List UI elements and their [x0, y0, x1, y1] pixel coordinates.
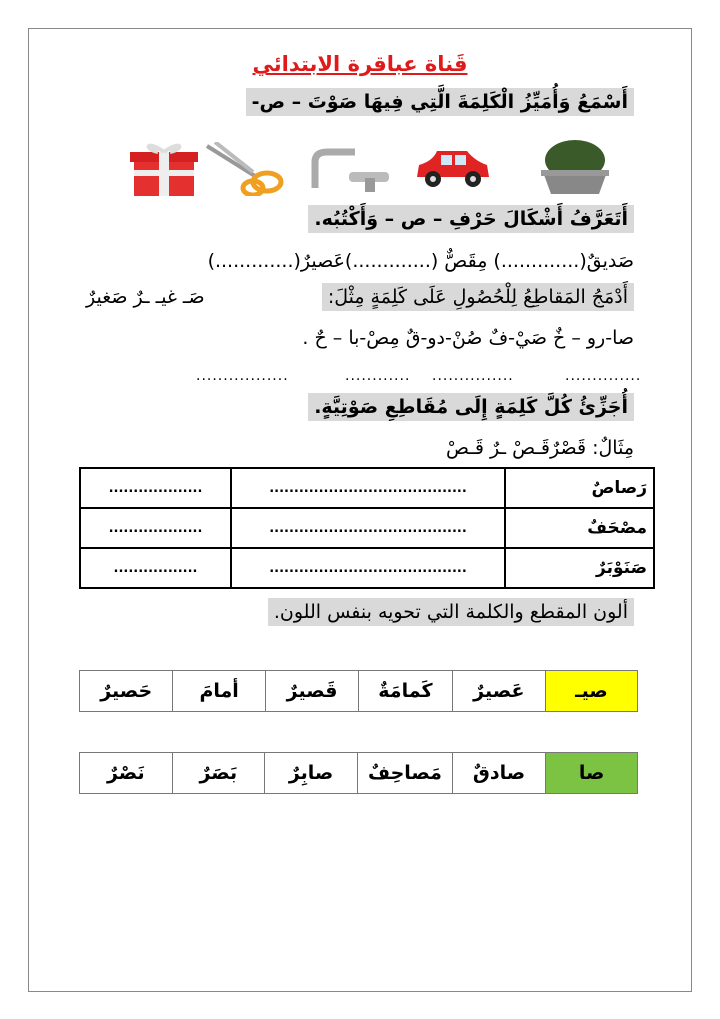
table-row [80, 468, 654, 508]
cactus-icon [533, 138, 617, 196]
table-row [80, 508, 654, 548]
syllable-cell[interactable]: صا [546, 753, 638, 794]
word-cell: مصْحَفٌ [505, 508, 654, 548]
answer-cell[interactable]: ................... [80, 508, 231, 548]
section5-heading: ألون المقطع والكلمة التي تحويه بنفس اللون. [268, 598, 634, 626]
answer-blank-4[interactable]: ................. [196, 368, 289, 384]
answer-cell[interactable]: ........................................ [231, 468, 505, 508]
word-cell[interactable]: بَصَرٌ [172, 753, 265, 794]
faucet-icon [305, 148, 397, 194]
syllable-cell[interactable]: صيـ [545, 671, 637, 712]
section4-heading: أُجَزِّئُ كُلَّ كَلِمَةٍ إِلَى مُقَاطِعِ صَوْتِيَّةٍ. [308, 393, 634, 421]
split-example: مِثَالٌ: قَصْرٌقَـصْ ـرٌ قَـصْ [446, 437, 634, 459]
syllable-split-table [79, 467, 655, 589]
section3-heading: أَدْمَجُ المَقاطِعُ لِلْحُصُولِ عَلَى كَلِمَةٍ مِثْلَ: [322, 283, 634, 311]
merge-example: صَـ غيـ ـرٌ صَغيرٌ [86, 286, 205, 308]
answer-cell[interactable]: ........................................ [231, 508, 505, 548]
answer-cell[interactable]: ........................................ [231, 548, 505, 588]
car-icon [413, 145, 493, 189]
word-cell[interactable]: صادقٌ [452, 753, 545, 794]
section1-heading: أَسْمَعُ وَأُمَيِّزُ الْكَلِمَةَ الَّتِي فِيهَا صَوْتَ – ص- [246, 88, 634, 116]
word-cell[interactable]: كَمامَةٌ [359, 671, 452, 712]
word-cell[interactable]: عَصيرٌ [452, 671, 545, 712]
letter-forms-line: صَديقٌ(.............) مِقَصٌّ (.............)عَصيرٌ(.............) [207, 250, 634, 272]
word-cell[interactable]: مَصاحِفٌ [358, 753, 453, 794]
page-title: قَناة عباقرة الابتدائي [252, 52, 468, 76]
word-cell[interactable]: أمامَ [173, 671, 266, 712]
syllables-line: صا-رو – خٌ صَيْ-فٌ صُنْ-دو-قٌ مِصْ-با – حٌ . [302, 327, 634, 349]
section2-heading: أَتَعَرَّفُ أَشْكَالَ حَرْفِ – ص – وَأَكْتُبُه. [308, 205, 634, 233]
color-row-1 [79, 670, 638, 712]
word-cell: صَنَوْبَرٌ [505, 548, 654, 588]
answer-blank-2[interactable]: ............... [432, 368, 514, 384]
answer-cell[interactable]: ................... [80, 468, 231, 508]
word-cell[interactable]: صابِرٌ [265, 753, 358, 794]
word-cell: رَصاصٌ [505, 468, 654, 508]
answer-cell[interactable]: ................. [80, 548, 231, 588]
word-cell[interactable]: نَصْرٌ [80, 753, 173, 794]
color-row-2 [79, 752, 638, 794]
table-row [80, 548, 654, 588]
gift-box-icon [128, 140, 200, 198]
answer-blank-1[interactable]: .............. [565, 368, 642, 384]
word-cell[interactable]: حَصيرٌ [80, 671, 173, 712]
answer-blank-3[interactable]: ............ [345, 368, 411, 384]
scissors-icon [205, 142, 287, 196]
word-cell[interactable]: قَصيرٌ [265, 671, 358, 712]
